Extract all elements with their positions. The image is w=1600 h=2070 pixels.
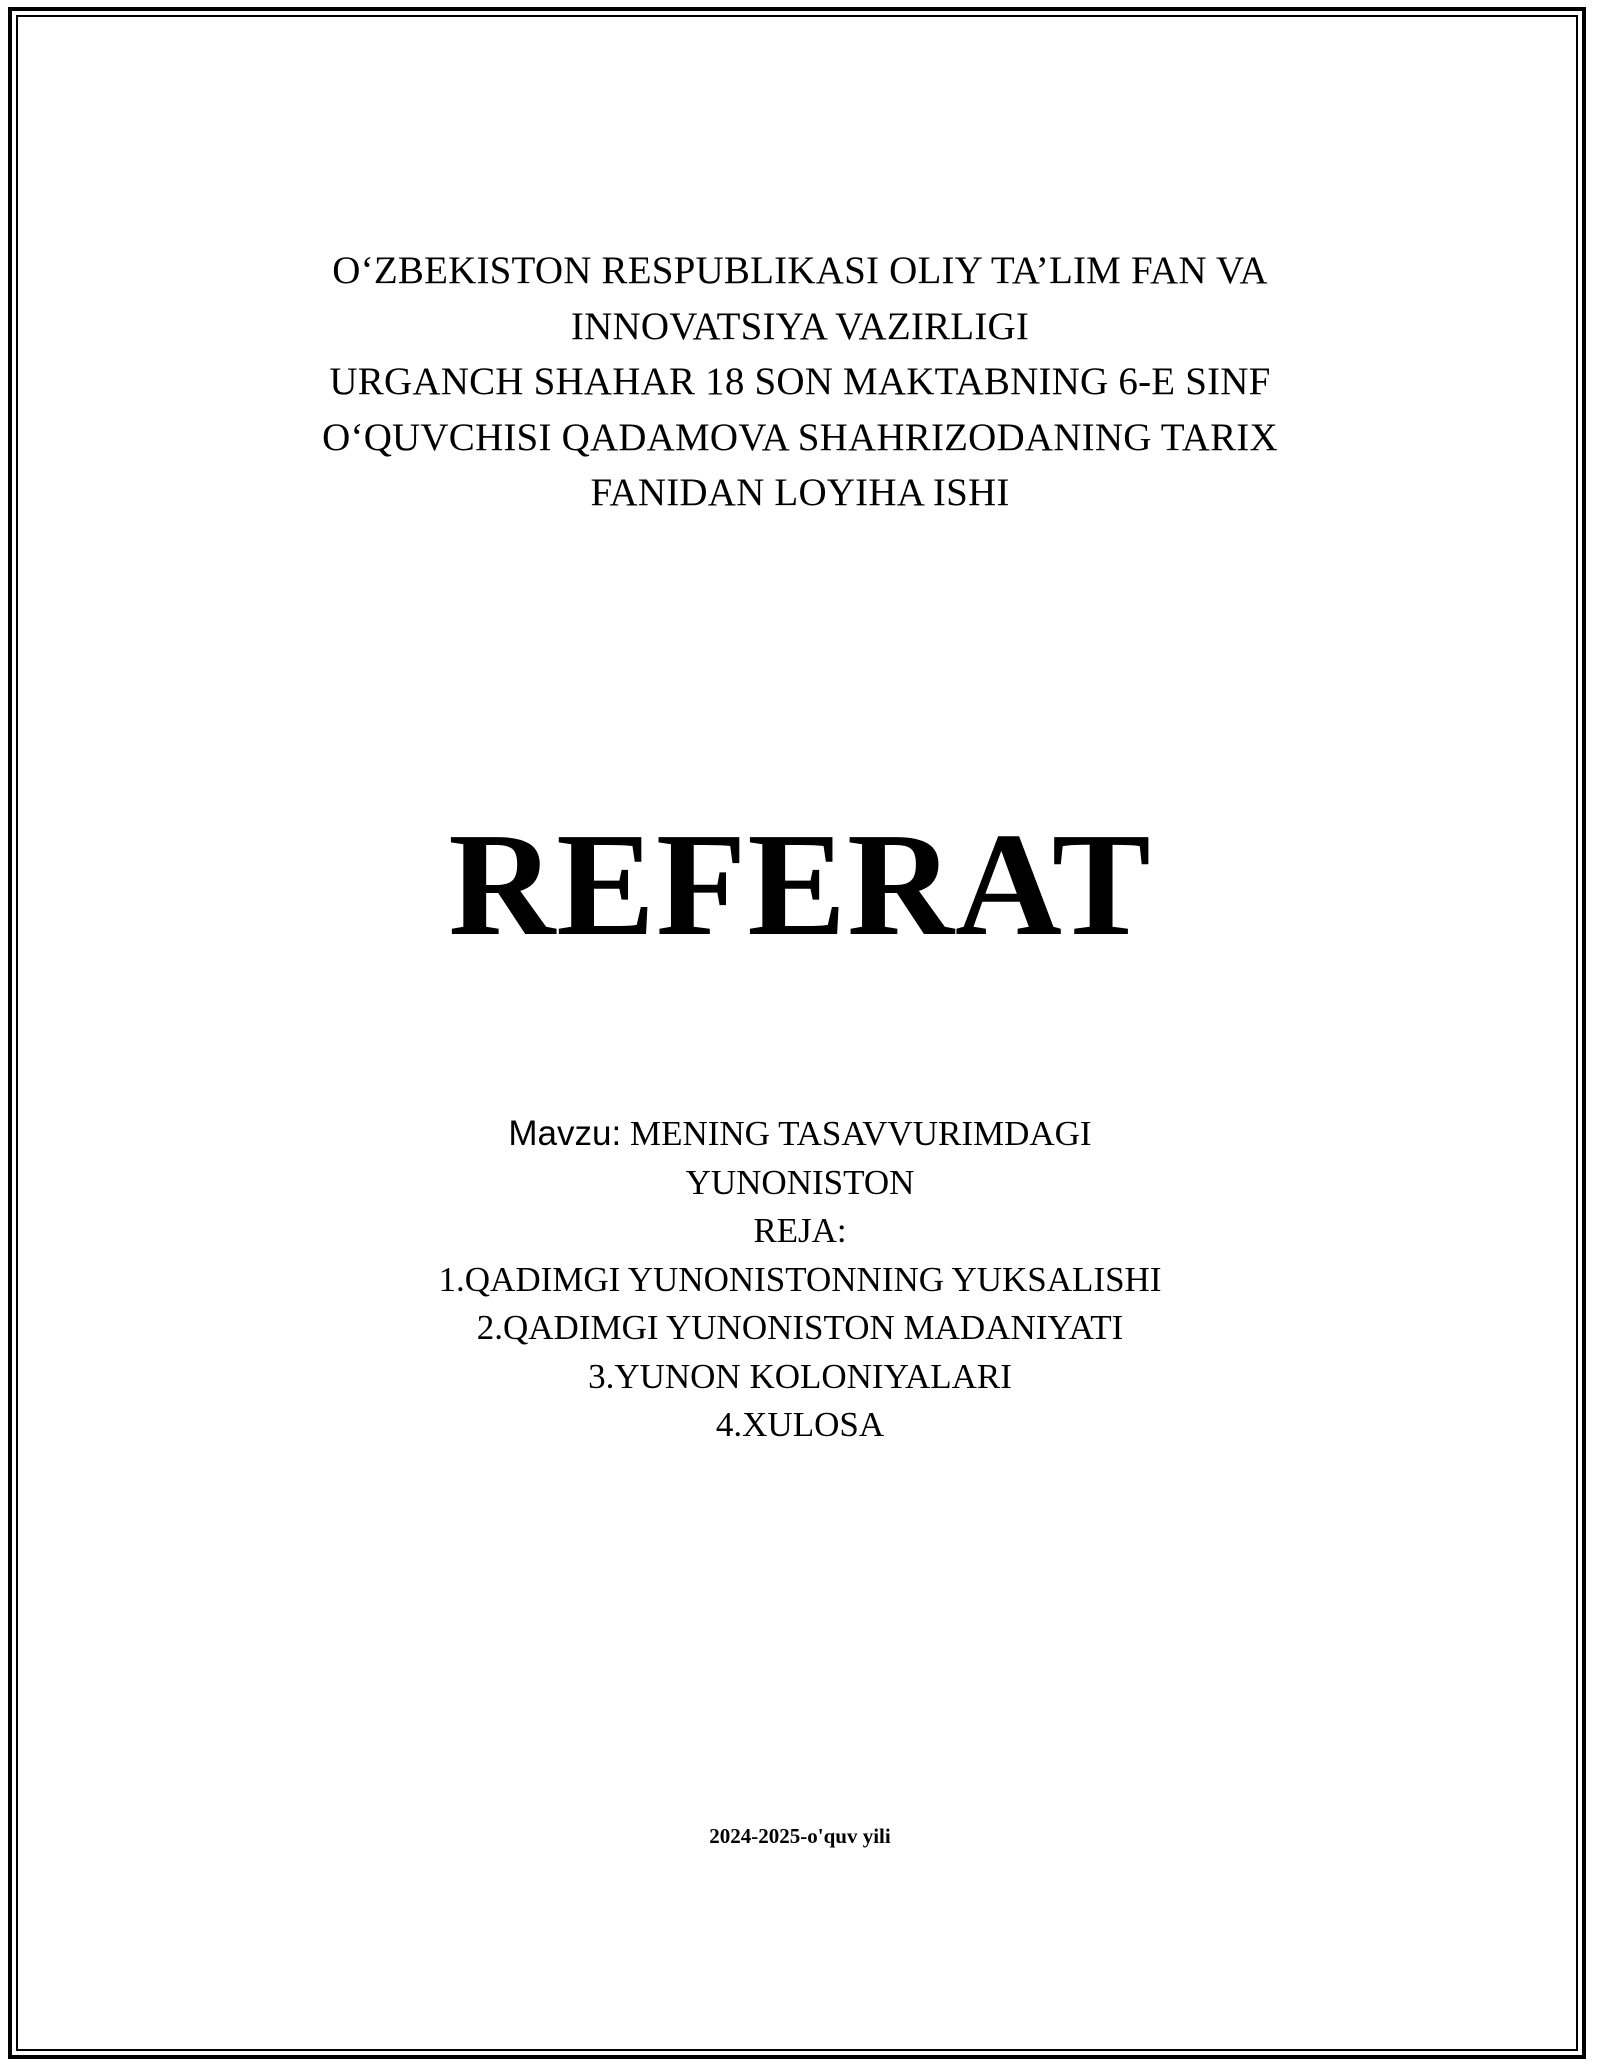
- plan-item: 3.YUNON KOLONIYALARI: [588, 1356, 1012, 1396]
- header-line: O‘QUVCHISI QADAMOVA SHAHRIZODANING TARIX: [322, 415, 1278, 459]
- header-line: FANIDAN LOYIHA ISHI: [590, 471, 1010, 514]
- plan-item: 4.XULOSA: [715, 1405, 885, 1444]
- header-line: URGANCH SHAHAR 18 SON MAKTABNING 6-E SINF: [329, 360, 1271, 403]
- plan-item: 2.QADIMGI YUNONISTON MADANIYATI: [476, 1308, 1124, 1347]
- document-title: REFERAT: [448, 803, 1152, 967]
- academic-year: 2024-2025-o'quv yili: [709, 1824, 891, 1848]
- topic-text: MENING TASAVVURIMDAGI: [629, 1114, 1092, 1153]
- header-line: O‘ZBEKISTON RESPUBLIKASI OLIY TA’LIM FAN VA: [332, 249, 1268, 292]
- topic-block: [200, 1110, 1400, 1450]
- header-line: INNOVATSIYA VAZIRLIGI: [570, 304, 1030, 348]
- topic-line-2: YUNONISTON: [685, 1162, 915, 1202]
- topic-label: Mavzu:: [508, 1114, 622, 1153]
- plan-item: 1.QADIMGI YUNONISTONNING YUKSALISHI: [438, 1259, 1162, 1299]
- topic-line: [200, 1110, 1400, 1159]
- plan-heading: REJA:: [753, 1211, 847, 1250]
- institution-header: [200, 243, 1400, 521]
